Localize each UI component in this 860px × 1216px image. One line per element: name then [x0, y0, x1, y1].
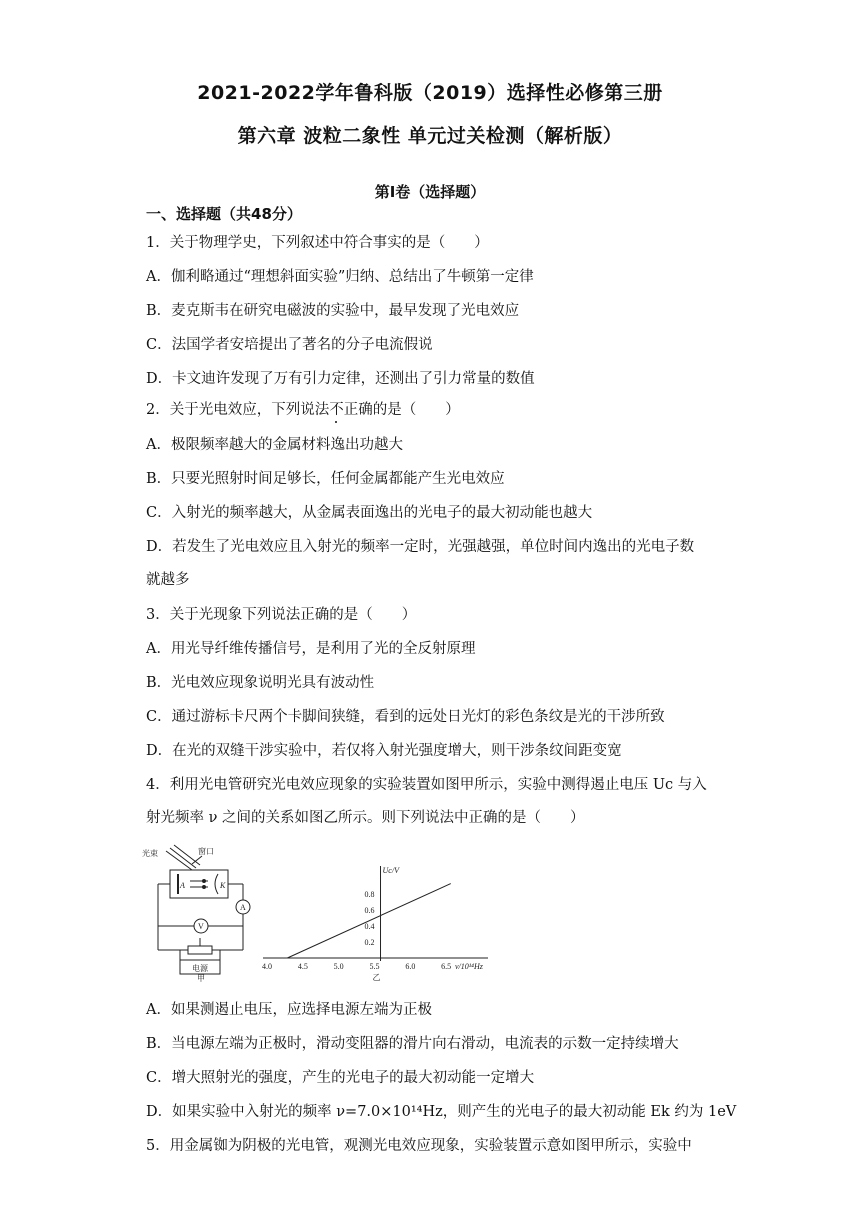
question-3-option-c: C．通过游标卡尺两个卡脚间狭缝，看到的远处日光灯的彩色条纹是光的干涉所致: [146, 709, 665, 725]
question-3-option-d: D．在光的双缝干涉实验中，若仅将入射光强度增大，则干涉条纹间距变宽: [146, 743, 622, 759]
electron-dot-2: [203, 886, 206, 889]
window-label: 窗口: [198, 847, 214, 856]
x-tick-2: 5.0: [333, 962, 344, 971]
rheostat: [188, 946, 212, 954]
question-4-stem: 4．利用光电管研究光电效应现象的实验装置如图甲所示，实验中测得遏止电压 Uc 与入: [146, 777, 707, 793]
question-4-option-a: A．如果测遏止电压，应选择电源左端为正极: [146, 1002, 432, 1018]
question-1-option-c: C．法国学者安培提出了著名的分子电流假说: [146, 337, 433, 353]
x-tick-5: 6.5: [441, 962, 452, 971]
question-4-option-b: B．当电源左端为正极时，滑动变阻器的滑片向右滑动，电流表的示数一定持续增大: [146, 1036, 679, 1052]
y-axis-label: Uc/V: [382, 866, 399, 875]
cathode-label: K: [220, 881, 226, 890]
y-tick-2: 0.6: [364, 906, 375, 915]
light-beam-ray-1: [166, 851, 192, 870]
y-tick-3: 0.8: [364, 890, 375, 899]
circuit-diagram: [158, 845, 250, 974]
light-beam-ray-3: [174, 845, 200, 865]
question-3-option-b: B．光电效应现象说明光具有波动性: [146, 675, 375, 691]
document-title-line-1: 2021-2022学年鲁科版（2019）选择性必修第三册: [197, 82, 663, 104]
cathode-plate: [215, 874, 218, 894]
question-2-stem-part-2: 正确的是（ ）: [343, 402, 460, 418]
beam-label: 光束: [142, 849, 158, 858]
emphasis-not: 不: [329, 402, 344, 418]
x-tick-3: 5.5: [369, 962, 380, 971]
figure-jia-caption: 甲: [197, 974, 205, 982]
question-2-stem-part-1: 2．关于光电效应，下列说法: [146, 402, 330, 418]
voltmeter-label: V: [198, 922, 204, 931]
x-tick-4: 6.0: [405, 962, 416, 971]
question-2-option-a: A．极限频率越大的金属材料逸出功越大: [146, 437, 403, 453]
source-label: 电源: [192, 964, 208, 973]
question-2-option-d: D．若发生了光电效应且入射光的频率一定时，光强越强，单位时间内逸出的光电子数: [146, 539, 695, 555]
x-axis-label: ν/10¹⁴Hz: [455, 962, 483, 971]
question-4-option-c: C．增大照射光的强度，产生的光电子的最大初动能一定增大: [146, 1070, 535, 1086]
question-3-option-a: A．用光导纤维传播信号，是利用了光的全反射原理: [146, 641, 476, 657]
electron-dot-1: [203, 880, 206, 883]
x-tick-1: 4.5: [297, 962, 308, 971]
x-tick-labels: [262, 962, 451, 971]
question-5-stem: 5．用金属铷为阴极的光电管，观测光电效应现象，实验装置示意如图甲所示，实验中: [146, 1138, 692, 1154]
x-tick-0: 4.0: [262, 962, 272, 971]
question-1-stem: 1．关于物理学史，下列叙述中符合事实的是（ ）: [146, 235, 489, 251]
question-2-option-c: C．入射光的频率越大，从金属表面逸出的光电子的最大初动能也越大: [146, 505, 593, 521]
document-title-line-2: 第六章 波粒二象性 单元过关检测（解析版）: [237, 125, 623, 147]
ammeter-label: A: [240, 903, 246, 912]
question-2-option-b: B．只要光照射时间足够长，任何金属都能产生光电效应: [146, 471, 505, 487]
question-2-stem: [146, 398, 460, 419]
anode-label: A: [180, 881, 185, 890]
question-4-option-d: D．如果实验中入射光的频率 ν=7.0×10¹⁴Hz，则产生的光电子的最大初动能 Ek 约为 1eV: [146, 1104, 737, 1120]
volume-heading: 第Ⅰ卷（选择题）: [374, 183, 486, 201]
y-tick-1: 0.4: [364, 922, 375, 931]
figure-svg: [140, 842, 500, 982]
figure-yi-caption: 乙: [372, 973, 381, 982]
question-4-stem-continued: 射光频率 ν 之间的关系如图乙所示。则下列说法中正确的是（ ）: [146, 810, 585, 826]
question-2-option-d-continued: 就越多: [146, 572, 190, 588]
question-1-option-b: B．麦克斯韦在研究电磁波的实验中，最早发现了光电效应: [146, 303, 520, 319]
y-tick-0: 0.2: [364, 938, 375, 947]
question-4-figure: [140, 842, 500, 982]
section-heading: 一、选择题（共48分）: [146, 205, 302, 223]
question-1-option-a: A．伽利略通过“理想斜面实验”归纳、总结出了牛顿第一定律: [146, 269, 534, 285]
question-1-option-d: D．卡文迪许发现了万有引力定律，还测出了引力常量的数值: [146, 371, 535, 387]
light-beam-ray-2: [170, 848, 196, 868]
uc-frequency-graph: [262, 866, 488, 982]
question-3-stem: 3．关于光现象下列说法正确的是（ ）: [146, 607, 417, 623]
